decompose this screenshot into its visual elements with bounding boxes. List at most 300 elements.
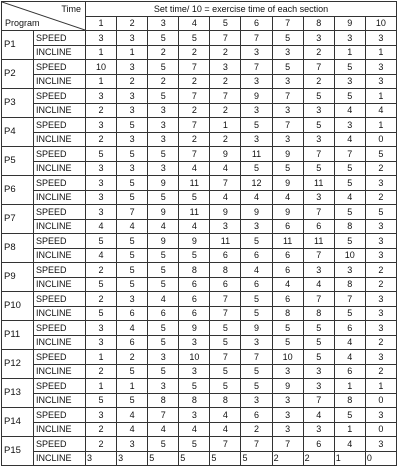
incline-value: 3 [272,393,303,408]
speed-value: 7 [210,437,241,452]
speed-value: 3 [303,263,334,278]
incline-value: 2 [86,364,117,379]
program-row [2,234,397,249]
speed-label: SPEED [34,408,86,423]
speed-value: 5 [179,31,210,46]
program-row [2,103,397,118]
incline-value: 6 [210,248,241,263]
program-row [2,132,397,147]
incline-value: 6 [272,248,303,263]
program-label: P1 [2,31,34,60]
incline-label: INCLINE [34,422,86,437]
program-label: P5 [2,147,34,176]
program-label: P2 [2,60,34,89]
incline-value: 8 [334,393,365,408]
program-row [2,437,397,452]
incline-value: 4 [148,219,179,234]
program-row [2,350,397,365]
program-label: P13 [2,379,34,408]
speed-value: 9 [148,176,179,191]
speed-value: 1 [365,118,396,133]
incline-value: 3 [272,74,303,89]
speed-value: 5 [334,408,365,423]
incline-value: 5 [241,451,272,466]
incline-value: 6 [303,219,334,234]
speed-value: 1 [86,379,117,394]
incline-value: 7 [303,248,334,263]
speed-value: 7 [272,118,303,133]
incline-value: 4 [86,248,117,263]
speed-value: 1 [117,379,148,394]
speed-value: 7 [272,89,303,104]
speed-value: 6 [179,292,210,307]
speed-value: 3 [148,118,179,133]
incline-value: 7 [303,393,334,408]
incline-label: INCLINE [34,74,86,89]
incline-value: 3 [241,335,272,350]
incline-value: 3 [148,103,179,118]
incline-value: 3 [117,103,148,118]
incline-value: 0 [365,132,396,147]
speed-value: 9 [272,147,303,162]
speed-value: 5 [117,234,148,249]
incline-value: 5 [241,161,272,176]
program-label: P14 [2,408,34,437]
speed-value: 10 [179,350,210,365]
speed-value: 2 [86,292,117,307]
speed-value: 7 [210,31,241,46]
incline-value: 3 [117,161,148,176]
incline-value: 3 [241,393,272,408]
speed-value: 3 [117,292,148,307]
speed-label: SPEED [34,147,86,162]
speed-value: 5 [86,147,117,162]
speed-value: 3 [148,350,179,365]
program-row [2,147,397,162]
program-row [2,451,397,466]
speed-value: 3 [365,437,396,452]
incline-value: 4 [334,335,365,350]
incline-value: 3 [241,45,272,60]
speed-value: 4 [117,408,148,423]
program-row [2,335,397,350]
section-number: 1 [86,16,117,31]
program-label: P7 [2,205,34,234]
incline-value: 3 [179,335,210,350]
incline-value: 3 [86,161,117,176]
incline-value: 2 [179,103,210,118]
section-number: 3 [148,16,179,31]
table-header [2,2,397,31]
incline-label: INCLINE [34,219,86,234]
program-row [2,31,397,46]
program-row [2,45,397,60]
speed-value: 5 [303,89,334,104]
incline-value: 7 [210,306,241,321]
speed-value: 5 [303,118,334,133]
speed-value: 9 [179,234,210,249]
incline-value: 3 [303,422,334,437]
program-label: P9 [2,263,34,292]
speed-value: 5 [272,321,303,336]
speed-value: 4 [241,263,272,278]
speed-value: 9 [148,234,179,249]
incline-value: 6 [334,364,365,379]
incline-value: 2 [210,74,241,89]
section-number: 9 [334,16,365,31]
incline-value: 6 [148,306,179,321]
speed-value: 5 [148,263,179,278]
speed-value: 7 [272,437,303,452]
incline-value: 5 [86,306,117,321]
incline-value: 10 [334,248,365,263]
speed-value: 7 [210,89,241,104]
speed-label: SPEED [34,60,86,75]
incline-value: 8 [179,393,210,408]
section-number: 5 [210,16,241,31]
speed-value: 4 [148,292,179,307]
incline-value: 2 [272,451,303,466]
speed-value: 3 [365,176,396,191]
incline-value: 3 [241,103,272,118]
speed-value: 11 [179,176,210,191]
speed-value: 5 [117,263,148,278]
incline-value: 5 [179,451,210,466]
incline-value: 8 [210,393,241,408]
section-number: 7 [272,16,303,31]
incline-value: 6 [117,306,148,321]
speed-value: 3 [365,234,396,249]
incline-value: 3 [241,74,272,89]
incline-value: 5 [148,277,179,292]
speed-value: 3 [86,321,117,336]
incline-value: 3 [117,451,148,466]
speed-value: 7 [210,292,241,307]
speed-value: 3 [210,60,241,75]
speed-value: 3 [179,408,210,423]
section-number: 8 [303,16,334,31]
speed-value: 11 [303,176,334,191]
incline-value: 2 [86,422,117,437]
incline-value: 2 [303,451,334,466]
speed-value: 6 [334,321,365,336]
speed-value: 1 [334,379,365,394]
incline-value: 5 [148,364,179,379]
incline-value: 1 [334,45,365,60]
time-label: Time [61,4,81,14]
speed-label: SPEED [34,292,86,307]
program-row [2,248,397,263]
speed-value: 3 [365,350,396,365]
incline-value: 8 [303,306,334,321]
incline-value: 2 [179,45,210,60]
speed-value: 7 [241,31,272,46]
program-row [2,306,397,321]
speed-value: 9 [241,321,272,336]
incline-value: 3 [272,422,303,437]
speed-value: 9 [241,89,272,104]
incline-value: 5 [272,335,303,350]
speed-value: 9 [210,205,241,220]
incline-value: 8 [334,219,365,234]
incline-label: INCLINE [34,190,86,205]
incline-value: 1 [334,451,365,466]
incline-value: 2 [365,190,396,205]
incline-value: 6 [241,248,272,263]
incline-value: 3 [365,248,396,263]
incline-value: 6 [179,277,210,292]
speed-value: 7 [241,350,272,365]
program-label: P8 [2,234,34,263]
speed-value: 5 [148,31,179,46]
incline-value: 4 [210,422,241,437]
incline-value: 3 [365,219,396,234]
speed-value: 6 [272,263,303,278]
speed-value: 1 [365,89,396,104]
speed-value: 9 [272,176,303,191]
program-row [2,379,397,394]
incline-value: 5 [148,248,179,263]
incline-value: 3 [86,451,117,466]
speed-value: 3 [86,205,117,220]
incline-value: 8 [334,277,365,292]
section-number: 4 [179,16,210,31]
program-row [2,60,397,75]
incline-value: 2 [365,161,396,176]
speed-value: 3 [272,408,303,423]
speed-value: 7 [148,408,179,423]
incline-value: 3 [241,219,272,234]
speed-value: 9 [272,379,303,394]
incline-value: 4 [86,219,117,234]
incline-value: 4 [179,219,210,234]
incline-value: 3 [334,74,365,89]
table-title: Set time/ 10 = exercise time of each section [86,2,397,17]
program-label: Program [5,18,40,28]
incline-label: INCLINE [34,364,86,379]
incline-value: 5 [117,393,148,408]
program-label: P12 [2,350,34,379]
incline-value: 6 [241,277,272,292]
speed-value: 11 [179,205,210,220]
speed-value: 5 [241,118,272,133]
speed-value: 3 [365,321,396,336]
speed-value: 3 [86,31,117,46]
speed-value: 5 [334,176,365,191]
speed-label: SPEED [34,437,86,452]
program-label: P15 [2,437,34,466]
incline-value: 5 [86,393,117,408]
program-row [2,321,397,336]
speed-value: 7 [179,118,210,133]
speed-value: 3 [365,408,396,423]
incline-value: 1 [86,74,117,89]
incline-value: 5 [210,451,241,466]
speed-value: 11 [241,147,272,162]
speed-value: 8 [179,263,210,278]
incline-value: 4 [365,103,396,118]
speed-value: 6 [272,292,303,307]
speed-value: 10 [272,350,303,365]
speed-label: SPEED [34,321,86,336]
speed-value: 5 [334,60,365,75]
speed-value: 3 [365,292,396,307]
incline-value: 8 [148,393,179,408]
incline-value: 4 [334,132,365,147]
incline-value: 5 [334,161,365,176]
incline-label: INCLINE [34,393,86,408]
section-number: 10 [365,16,396,31]
speed-value: 7 [179,147,210,162]
speed-value: 9 [148,205,179,220]
speed-value: 3 [365,60,396,75]
incline-value: 3 [303,364,334,379]
speed-value: 5 [272,31,303,46]
incline-label: INCLINE [34,451,86,466]
incline-value: 4 [148,422,179,437]
speed-value: 7 [241,60,272,75]
incline-value: 4 [334,190,365,205]
program-row [2,277,397,292]
speed-value: 8 [210,263,241,278]
incline-label: INCLINE [34,335,86,350]
speed-value: 10 [86,60,117,75]
program-row [2,190,397,205]
program-row [2,292,397,307]
program-row [2,263,397,278]
speed-label: SPEED [34,31,86,46]
section-number: 6 [241,16,272,31]
speed-value: 5 [148,89,179,104]
incline-label: INCLINE [34,45,86,60]
incline-value: 5 [117,277,148,292]
incline-value: 5 [86,277,117,292]
program-row [2,176,397,191]
speed-value: 3 [117,31,148,46]
incline-value: 3 [272,132,303,147]
speed-value: 6 [241,408,272,423]
incline-value: 3 [86,335,117,350]
program-row [2,89,397,104]
incline-label: INCLINE [34,277,86,292]
speed-value: 9 [241,205,272,220]
speed-value: 1 [365,379,396,394]
incline-value: 4 [272,190,303,205]
incline-value: 2 [148,45,179,60]
incline-value: 5 [303,161,334,176]
speed-value: 5 [179,379,210,394]
incline-value: 3 [272,103,303,118]
speed-value: 11 [272,234,303,249]
speed-value: 5 [365,205,396,220]
speed-value: 5 [241,234,272,249]
speed-value: 7 [241,437,272,452]
incline-value: 2 [86,132,117,147]
incline-value: 2 [210,45,241,60]
speed-value: 5 [303,321,334,336]
incline-value: 3 [241,132,272,147]
incline-value: 0 [365,451,396,466]
speed-value: 9 [210,147,241,162]
speed-value: 2 [86,263,117,278]
program-row [2,161,397,176]
speed-value: 7 [303,205,334,220]
speed-value: 7 [334,147,365,162]
incline-label: INCLINE [34,132,86,147]
speed-value: 5 [334,89,365,104]
speed-label: SPEED [34,350,86,365]
incline-value: 5 [179,248,210,263]
program-label: P3 [2,89,34,118]
speed-value: 3 [117,437,148,452]
incline-value: 5 [210,364,241,379]
incline-value: 1 [86,45,117,60]
speed-value: 9 [272,205,303,220]
incline-value: 1 [117,45,148,60]
program-table [1,1,397,466]
speed-value: 2 [86,437,117,452]
incline-value: 8 [272,306,303,321]
incline-value: 6 [210,277,241,292]
speed-value: 3 [86,408,117,423]
speed-value: 7 [179,60,210,75]
speed-value: 3 [117,89,148,104]
speed-value: 1 [210,118,241,133]
speed-label: SPEED [34,176,86,191]
speed-label: SPEED [34,234,86,249]
incline-value: 2 [303,45,334,60]
incline-value: 6 [117,335,148,350]
speed-value: 12 [241,176,272,191]
speed-value: 3 [303,31,334,46]
incline-value: 3 [303,190,334,205]
speed-value: 5 [117,118,148,133]
incline-label: INCLINE [34,248,86,263]
speed-value: 5 [148,437,179,452]
program-row [2,118,397,133]
incline-label: INCLINE [34,161,86,176]
incline-value: 2 [365,335,396,350]
incline-value: 1 [365,45,396,60]
speed-value: 3 [334,31,365,46]
incline-value: 2 [241,422,272,437]
table-body [2,31,397,466]
speed-value: 5 [303,350,334,365]
incline-value: 4 [303,277,334,292]
speed-value: 5 [148,147,179,162]
incline-value: 5 [334,306,365,321]
speed-value: 7 [303,60,334,75]
incline-value: 3 [272,364,303,379]
speed-label: SPEED [34,379,86,394]
speed-value: 7 [334,292,365,307]
speed-value: 7 [303,147,334,162]
speed-value: 4 [334,437,365,452]
incline-value: 2 [117,74,148,89]
program-row [2,393,397,408]
incline-value: 3 [117,132,148,147]
incline-value: 4 [179,161,210,176]
speed-value: 3 [365,31,396,46]
speed-value: 3 [334,118,365,133]
incline-value: 5 [303,335,334,350]
speed-value: 2 [117,350,148,365]
speed-value: 5 [179,437,210,452]
incline-value: 3 [86,190,117,205]
speed-value: 5 [86,234,117,249]
incline-value: 3 [365,74,396,89]
speed-value: 4 [334,350,365,365]
